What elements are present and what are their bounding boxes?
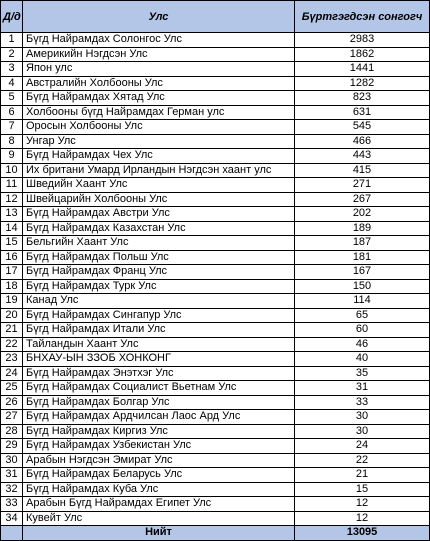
table-row [1,323,430,338]
row-country-cell: Их британи Умард Ирландын Нэгдсэн хаант улс [23,163,295,178]
table-body [1,33,430,526]
row-country-cell: Бүгд Найрамдах Польш Улс [23,250,295,265]
row-country-cell: Кувейт Улс [23,511,295,526]
row-count-cell: 15 [295,482,430,497]
row-count-cell: 271 [295,178,430,193]
row-count-cell: 267 [295,192,430,207]
row-country-cell: БНХАУ-ЫН ЗЗОБ ХОНКОНГ [23,352,295,367]
table-row [1,178,430,193]
row-count-cell: 2983 [295,33,430,48]
row-country-cell: Бүгд Найрамдах Франц Улс [23,265,295,280]
table-row [1,352,430,367]
row-country-cell: Унгар Улс [23,134,295,149]
row-number-cell: 27 [1,410,23,425]
row-number-cell: 18 [1,279,23,294]
row-count-cell: 46 [295,337,430,352]
row-count-cell: 415 [295,163,430,178]
row-number-cell: 6 [1,105,23,120]
row-number-cell: 16 [1,250,23,265]
row-country-cell: Оросын Холбооны Улс [23,120,295,135]
row-number-cell: 10 [1,163,23,178]
row-count-cell: 1862 [295,47,430,62]
row-count-cell: 1282 [295,76,430,91]
row-country-cell: Бүгд Найрамдах Беларусь Улс [23,468,295,483]
row-number-cell: 14 [1,221,23,236]
table-row [1,366,430,381]
row-country-cell: Швейцарийн Холбооны Улс [23,192,295,207]
row-count-cell: 24 [295,439,430,454]
table-row [1,482,430,497]
row-country-cell: Бүгд Найрамдах Австри Улс [23,207,295,222]
row-country-cell: Бүгд Найрамдах Турк Улс [23,279,295,294]
row-count-cell: 40 [295,352,430,367]
row-count-cell: 1441 [295,62,430,77]
row-number-cell: 20 [1,308,23,323]
table-row [1,149,430,164]
row-count-cell: 60 [295,323,430,338]
table-row [1,134,430,149]
table-row [1,91,430,106]
row-country-cell: Бүгд Найрамдах Казахстан Улс [23,221,295,236]
row-number-cell: 21 [1,323,23,338]
table-row [1,410,430,425]
row-count-cell: 35 [295,366,430,381]
table-row [1,47,430,62]
table-row [1,105,430,120]
row-number-cell: 33 [1,497,23,512]
total-value: 13095 [295,526,430,541]
table-row [1,250,430,265]
row-country-cell: Бүгд Найрамдах Сингапур Улс [23,308,295,323]
table-row [1,265,430,280]
row-country-cell: Америкийн Нэгдсэн Улс [23,47,295,62]
table-row [1,497,430,512]
row-country-cell: Шведийн Хаант Улс [23,178,295,193]
table-row [1,424,430,439]
table-row [1,439,430,454]
table-header-row [1,1,430,33]
header-country: Улс [23,1,295,33]
row-country-cell: Бүгд Найрамдах Энэтхэг Улс [23,366,295,381]
row-number-cell: 9 [1,149,23,164]
table-row [1,76,430,91]
row-country-cell: Япон улс [23,62,295,77]
row-number-cell: 23 [1,352,23,367]
row-country-cell: Бүгд Найрамдах Узбекистан Улс [23,439,295,454]
row-count-cell: 167 [295,265,430,280]
row-country-cell: Холбооны бүгд Найрамдах Герман улс [23,105,295,120]
row-country-cell: Канад Улс [23,294,295,309]
row-count-cell: 21 [295,468,430,483]
row-count-cell: 30 [295,410,430,425]
row-country-cell: Бүгд Найрамдах Киргиз Улс [23,424,295,439]
table-row [1,468,430,483]
row-count-cell: 65 [295,308,430,323]
table-row [1,207,430,222]
table-row [1,163,430,178]
row-count-cell: 30 [295,424,430,439]
row-number-cell: 34 [1,511,23,526]
row-country-cell: Бүгд Найрамдах Солонгос Улс [23,33,295,48]
row-count-cell: 189 [295,221,430,236]
row-count-cell: 545 [295,120,430,135]
row-country-cell: Бельгийн Хаант Улс [23,236,295,251]
row-number-cell: 30 [1,453,23,468]
header-registered-voters: Бүртгэгдсэн сонгогч [295,1,430,33]
row-number-cell: 22 [1,337,23,352]
table-row [1,453,430,468]
row-country-cell: Бүгд Найрамдах Болгар Улс [23,395,295,410]
table-row [1,279,430,294]
row-count-cell: 33 [295,395,430,410]
row-number-cell: 25 [1,381,23,396]
row-count-cell: 150 [295,279,430,294]
total-empty-cell [1,526,23,541]
row-number-cell: 29 [1,439,23,454]
table-row [1,236,430,251]
table-row [1,192,430,207]
row-country-cell: Арабын Бүгд Найрамдах Египет Улс [23,497,295,512]
row-count-cell: 31 [295,381,430,396]
row-number-cell: 19 [1,294,23,309]
row-country-cell: Бүгд Найрамдах Хятад Улс [23,91,295,106]
table-row [1,337,430,352]
row-count-cell: 443 [295,149,430,164]
row-number-cell: 13 [1,207,23,222]
table-row [1,294,430,309]
table-row [1,120,430,135]
row-count-cell: 22 [295,453,430,468]
table-row [1,221,430,236]
row-number-cell: 11 [1,178,23,193]
row-number-cell: 24 [1,366,23,381]
row-country-cell: Бүгд Найрамдах Итали Улс [23,323,295,338]
table-row [1,33,430,48]
table-row [1,308,430,323]
row-count-cell: 202 [295,207,430,222]
row-number-cell: 26 [1,395,23,410]
row-count-cell: 12 [295,497,430,512]
row-number-cell: 8 [1,134,23,149]
row-number-cell: 4 [1,76,23,91]
row-number-cell: 28 [1,424,23,439]
row-count-cell: 631 [295,105,430,120]
row-number-cell: 2 [1,47,23,62]
row-count-cell: 12 [295,511,430,526]
row-country-cell: Тайландын Хаант Улс [23,337,295,352]
header-number: Д/д [1,1,23,33]
table-row [1,62,430,77]
row-country-cell: Бүгд Найрамдах Социалист Вьетнам Улс [23,381,295,396]
row-number-cell: 1 [1,33,23,48]
row-count-cell: 823 [295,91,430,106]
row-number-cell: 3 [1,62,23,77]
row-number-cell: 5 [1,91,23,106]
row-country-cell: Бүгд Найрамдах Куба Улс [23,482,295,497]
row-number-cell: 32 [1,482,23,497]
row-country-cell: Бүгд Найрамдах Ардчилсан Лаос Ард Улс [23,410,295,425]
row-country-cell: Бүгд Найрамдах Чех Улс [23,149,295,164]
row-country-cell: Австралийн Холбооны Улс [23,76,295,91]
total-row [1,526,430,541]
table-row [1,395,430,410]
row-country-cell: Арабын Нэгдсэн Эмират Улс [23,453,295,468]
row-number-cell: 7 [1,120,23,135]
total-label: Нийт [23,526,295,541]
table-row [1,381,430,396]
row-number-cell: 31 [1,468,23,483]
row-number-cell: 17 [1,265,23,280]
row-count-cell: 187 [295,236,430,251]
row-count-cell: 466 [295,134,430,149]
table-row [1,511,430,526]
row-count-cell: 114 [295,294,430,309]
row-count-cell: 181 [295,250,430,265]
row-number-cell: 15 [1,236,23,251]
row-number-cell: 12 [1,192,23,207]
